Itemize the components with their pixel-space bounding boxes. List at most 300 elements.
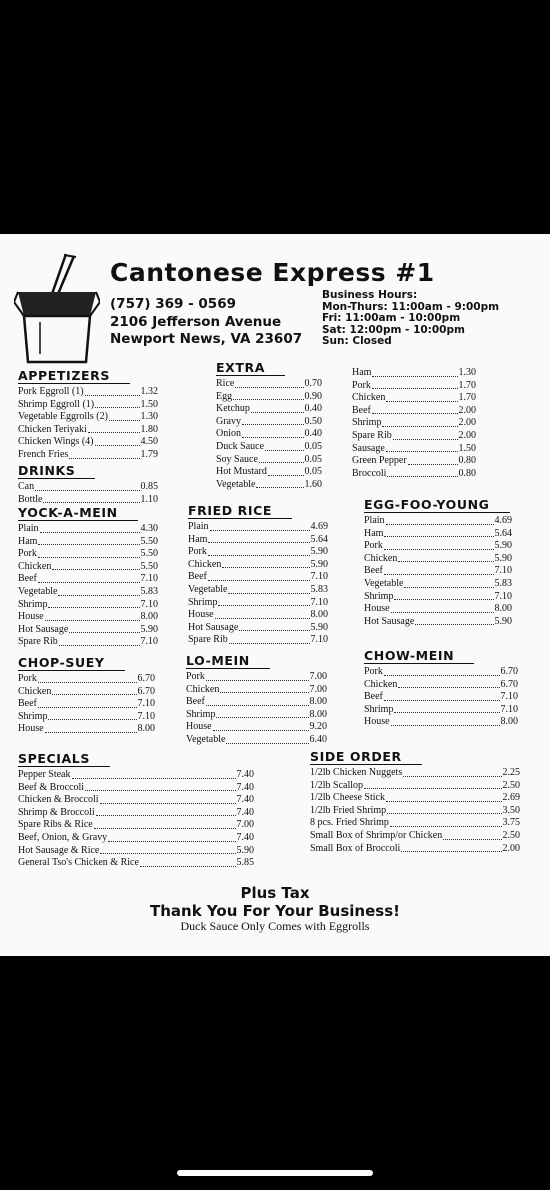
menu-item xyxy=(18,523,158,536)
menu-item-name: Beef, Onion, & Gravy xyxy=(18,831,108,843)
menu-item-name: Soy Sauce xyxy=(216,453,258,465)
menu-item-price: 1.70 xyxy=(458,379,476,391)
menu-item-price: 7.10 xyxy=(140,598,158,610)
section-title: CHOP-SUEY xyxy=(18,656,125,671)
menu-item xyxy=(18,586,158,599)
menu-item-price: 1.80 xyxy=(140,423,158,435)
dot-leader xyxy=(210,530,310,531)
menu-item-price: 7.10 xyxy=(137,710,155,722)
menu-item xyxy=(352,468,476,481)
menu-item-price: 0.40 xyxy=(304,428,322,440)
menu-item xyxy=(186,671,327,684)
street-address: 2106 Jefferson Avenue xyxy=(110,314,282,330)
menu-item-name: Gravy xyxy=(216,415,241,427)
menu-item-name: House xyxy=(18,611,44,623)
menu-item-price: 7.40 xyxy=(236,831,254,843)
menu-item xyxy=(188,609,328,622)
menu-item xyxy=(188,534,328,547)
menu-item-name: Pork xyxy=(18,548,37,560)
dot-leader xyxy=(398,687,499,688)
menu-item xyxy=(216,441,322,454)
menu-item-price: 8.00 xyxy=(494,603,512,615)
dot-leader xyxy=(140,866,236,867)
menu-item-price: 5.83 xyxy=(310,583,328,595)
section-lo-mein xyxy=(186,652,327,747)
menu-item-price: 1.30 xyxy=(458,367,476,378)
menu-item xyxy=(18,807,254,820)
menu-item-price: 7.10 xyxy=(137,698,155,710)
menu-item-price: 5.90 xyxy=(236,844,254,856)
menu-item xyxy=(310,805,520,818)
dot-leader xyxy=(382,426,457,427)
menu-item-price: 3.50 xyxy=(502,804,520,816)
menu-item-name: Chicken xyxy=(364,678,398,690)
section-chop-suey xyxy=(18,654,155,736)
menu-item-price: 5.85 xyxy=(236,857,254,869)
dot-leader xyxy=(108,841,235,842)
dot-leader xyxy=(265,450,303,451)
menu-item-name: Green Pepper xyxy=(352,455,407,467)
menu-item-name: Pepper Steak xyxy=(18,769,71,780)
menu-item-name: Pork xyxy=(364,540,383,552)
dot-leader xyxy=(88,432,140,433)
dot-leader xyxy=(35,490,139,491)
menu-item xyxy=(186,709,327,722)
menu-item xyxy=(18,673,155,686)
menu-item-name: Vegetable xyxy=(186,733,226,745)
menu-item-price: 5.90 xyxy=(494,540,512,552)
menu-item xyxy=(18,611,158,624)
dot-leader xyxy=(38,682,137,683)
menu-item-price: 7.10 xyxy=(500,691,518,703)
menu-item xyxy=(188,634,328,647)
menu-item-price: 7.10 xyxy=(494,590,512,602)
menu-item-price: 7.00 xyxy=(236,819,254,831)
menu-item xyxy=(352,380,476,393)
menu-item-price: 1.10 xyxy=(140,493,158,505)
dot-leader xyxy=(393,439,458,440)
menu-item xyxy=(216,416,322,429)
menu-item-name: Small Box of Broccoli xyxy=(310,842,401,854)
dot-leader xyxy=(386,801,502,802)
menu-item-price: 2.00 xyxy=(458,417,476,429)
menu-paper xyxy=(0,234,550,956)
menu-item xyxy=(18,686,155,699)
menu-item xyxy=(18,424,158,437)
menu-item-price: 5.50 xyxy=(140,535,158,547)
dot-leader xyxy=(384,574,494,575)
dot-leader xyxy=(364,788,501,789)
dot-leader xyxy=(208,542,309,543)
dot-leader xyxy=(218,605,309,606)
menu-item xyxy=(18,548,158,561)
menu-item xyxy=(188,546,328,559)
menu-item-name: Beef xyxy=(188,571,207,583)
home-indicator[interactable] xyxy=(177,1170,373,1176)
dot-leader xyxy=(208,555,310,556)
menu-item-name: Beef xyxy=(352,404,371,416)
phone-number: (757) 369 - 0569 xyxy=(110,296,236,312)
menu-item-price: 1.79 xyxy=(140,448,158,460)
dot-leader xyxy=(208,580,310,581)
menu-item-name: Pork xyxy=(364,666,383,677)
menu-item xyxy=(352,392,476,405)
dot-leader xyxy=(38,707,137,708)
menu-item-price: 0.05 xyxy=(304,440,322,452)
menu-item-name: Spare Rib xyxy=(352,429,392,441)
dot-leader xyxy=(403,776,501,777)
menu-item-price: 5.90 xyxy=(310,558,328,570)
menu-item-price: 4.30 xyxy=(140,523,158,534)
dot-leader xyxy=(384,549,494,550)
dot-leader xyxy=(206,680,309,681)
dot-leader xyxy=(109,420,140,421)
menu-item xyxy=(216,454,322,467)
dot-leader xyxy=(222,567,309,568)
menu-item-price: 5.50 xyxy=(140,560,158,572)
dot-leader xyxy=(85,395,140,396)
dot-leader xyxy=(401,851,501,852)
menu-item-name: Sausage xyxy=(352,442,385,454)
section-side-order xyxy=(310,748,520,855)
menu-item-name: Plain xyxy=(18,523,39,534)
menu-item-name: Egg xyxy=(216,390,233,402)
dot-leader xyxy=(69,632,139,633)
menu-item xyxy=(18,698,155,711)
menu-item xyxy=(352,367,476,380)
menu-item xyxy=(18,386,158,399)
menu-item xyxy=(216,479,322,492)
menu-item-price: 4.69 xyxy=(494,515,512,526)
dot-leader xyxy=(242,424,304,425)
menu-item-price: 0.80 xyxy=(458,455,476,467)
menu-item-name: Spare Rib xyxy=(18,636,58,648)
menu-item-price: 7.40 xyxy=(236,806,254,818)
menu-item-price: 7.10 xyxy=(500,703,518,715)
menu-item-name: Chicken xyxy=(364,552,398,564)
menu-item xyxy=(18,624,158,637)
menu-item-name: House xyxy=(188,609,214,621)
section-yock-a-mein xyxy=(18,504,158,649)
menu-item xyxy=(18,782,254,795)
menu-item-name: Ketchup xyxy=(216,403,250,415)
menu-item-price: 0.40 xyxy=(304,403,322,415)
menu-item xyxy=(18,436,158,449)
menu-item-price: 4.69 xyxy=(310,521,328,532)
dot-leader xyxy=(384,700,500,701)
dot-leader xyxy=(48,607,139,608)
menu-item xyxy=(188,559,328,572)
menu-item xyxy=(18,399,158,412)
menu-item-name: Vegetable xyxy=(188,583,228,595)
menu-item-price: 8.00 xyxy=(500,716,518,728)
menu-item-price: 0.80 xyxy=(458,467,476,479)
menu-item-name: Shrimp xyxy=(18,710,48,722)
section-title: APPETIZERS xyxy=(18,369,130,384)
menu-item xyxy=(364,565,512,578)
dot-leader xyxy=(220,692,308,693)
menu-item-name: Bottle xyxy=(18,493,43,505)
menu-item xyxy=(216,466,322,479)
menu-item-name: Small Box of Shrimp/or Chicken xyxy=(310,829,443,841)
menu-item-price: 7.10 xyxy=(140,573,158,585)
menu-item-name: Shrimp xyxy=(186,708,216,720)
dot-leader xyxy=(38,582,140,583)
dot-leader xyxy=(398,561,493,562)
menu-item-name: Spare Ribs & Rice xyxy=(18,819,93,831)
dot-leader xyxy=(216,717,308,718)
dot-leader xyxy=(372,413,458,414)
menu-item-name: 1/2lb Cheese Stick xyxy=(310,792,385,804)
menu-item-name: 1/2lb Scallop xyxy=(310,779,364,791)
menu-item-price: 5.83 xyxy=(140,585,158,597)
menu-item-price: 0.90 xyxy=(304,390,322,402)
menu-item-name: Pork xyxy=(352,379,371,391)
menu-item-price: 5.90 xyxy=(310,621,328,633)
section-appetizers xyxy=(18,367,158,462)
dot-leader xyxy=(390,826,502,827)
dot-leader xyxy=(268,475,304,476)
section-extra xyxy=(216,359,322,491)
menu-item-price: 5.83 xyxy=(494,577,512,589)
section-title: SPECIALS xyxy=(18,752,110,767)
menu-item xyxy=(18,794,254,807)
section-title: LO-MEIN xyxy=(186,654,270,669)
menu-item-price: 1.32 xyxy=(140,386,158,397)
menu-item-price: 5.90 xyxy=(310,546,328,558)
menu-item-price: 3.75 xyxy=(502,817,520,829)
menu-item-price: 2.00 xyxy=(458,429,476,441)
menu-item-price: 7.10 xyxy=(140,636,158,648)
menu-item-name: Pork xyxy=(188,546,207,558)
menu-item xyxy=(18,723,155,736)
section-title: SIDE ORDER xyxy=(310,750,422,765)
menu-item xyxy=(352,417,476,430)
menu-item-name: Beef xyxy=(18,698,37,710)
dot-leader xyxy=(256,487,303,488)
menu-item-name: Shrimp xyxy=(364,590,394,602)
menu-item-name: Hot Sausage & Rice xyxy=(18,844,100,856)
menu-item xyxy=(186,684,327,697)
menu-item-name: Hot Sausage xyxy=(188,621,239,633)
dot-leader xyxy=(387,476,457,477)
menu-item xyxy=(18,711,155,724)
dot-leader xyxy=(386,451,458,452)
menu-item-name: Hot Sausage xyxy=(364,615,415,627)
menu-item xyxy=(364,716,518,729)
menu-item xyxy=(188,597,328,610)
menu-item-price: 2.00 xyxy=(458,404,476,416)
menu-item-price: 6.40 xyxy=(309,733,327,745)
menu-item-price: 7.40 xyxy=(236,769,254,780)
menu-item-name: Vegetable xyxy=(216,478,256,490)
menu-item-price: 1.30 xyxy=(140,411,158,423)
section-chow-mein xyxy=(364,647,518,729)
hours-title: Business Hours: xyxy=(322,289,418,301)
menu-item-name: Ham xyxy=(364,527,384,539)
menu-item-name: House xyxy=(18,723,44,735)
menu-item-price: 4.50 xyxy=(140,436,158,448)
menu-item-price: 7.10 xyxy=(310,634,328,646)
menu-item-price: 0.70 xyxy=(304,378,322,389)
menu-item-name: French Fries xyxy=(18,448,69,460)
menu-item xyxy=(364,616,512,629)
menu-item xyxy=(310,817,520,830)
menu-item-price: 1.60 xyxy=(304,478,322,490)
menu-item xyxy=(18,599,158,612)
menu-item-name: Pork xyxy=(186,671,205,682)
city-address: Newport News, VA 23607 xyxy=(110,331,303,347)
menu-item xyxy=(18,636,158,649)
menu-item-price: 5.64 xyxy=(310,533,328,545)
menu-item xyxy=(18,481,158,494)
menu-item xyxy=(18,573,158,586)
menu-item-name: Ham xyxy=(18,535,38,547)
menu-item-price: 7.00 xyxy=(309,671,327,682)
dot-leader xyxy=(372,376,457,377)
dot-leader xyxy=(58,595,139,596)
menu-item xyxy=(216,428,322,441)
dot-leader xyxy=(235,387,303,388)
menu-item xyxy=(364,591,512,604)
dot-leader xyxy=(48,719,136,720)
menu-item-name: House xyxy=(186,721,212,733)
menu-item-name: Chicken xyxy=(186,683,220,695)
dot-leader xyxy=(415,624,493,625)
menu-item-price: 2.50 xyxy=(502,829,520,841)
menu-item xyxy=(364,603,512,616)
menu-item-price: 7.10 xyxy=(494,565,512,577)
menu-item xyxy=(18,561,158,574)
menu-item xyxy=(352,443,476,456)
menu-item-name: Beef xyxy=(364,691,383,703)
menu-item-name: Shrimp & Broccoli xyxy=(18,806,95,818)
dot-leader xyxy=(95,445,140,446)
menu-item xyxy=(216,378,322,391)
menu-item-price: 5.90 xyxy=(494,615,512,627)
menu-item-price: 0.05 xyxy=(304,466,322,478)
section-extra-continued xyxy=(352,367,476,480)
dot-leader xyxy=(443,839,501,840)
business-hours xyxy=(322,290,499,348)
menu-item xyxy=(186,696,327,709)
menu-item-price: 2.50 xyxy=(502,779,520,791)
menu-item-name: Shrimp xyxy=(364,703,394,715)
menu-item-price: 0.50 xyxy=(304,415,322,427)
menu-item-price: 7.10 xyxy=(310,571,328,583)
thank-you-message: Thank You For Your Business! xyxy=(150,902,400,920)
menu-item-price: 5.64 xyxy=(494,527,512,539)
section-title: FRIED RICE xyxy=(188,504,292,519)
hours-line: Sat: 12:00pm - 10:00pm xyxy=(322,323,465,336)
menu-item-name: Chicken xyxy=(352,392,386,404)
menu-item xyxy=(186,734,327,747)
menu-item-name: Shrimp xyxy=(18,598,48,610)
menu-item-name: Hot Sausage xyxy=(18,623,69,635)
menu-item-name: Plain xyxy=(188,521,209,532)
menu-item-price: 7.40 xyxy=(236,781,254,793)
menu-item-name: Chicken Teriyaki xyxy=(18,423,87,435)
menu-item-name: Chicken & Broccoli xyxy=(18,794,99,806)
dot-leader xyxy=(38,544,139,545)
menu-item-name: Chicken xyxy=(18,685,52,697)
dot-leader xyxy=(394,712,499,713)
dot-leader xyxy=(69,458,139,459)
menu-item-price: 2.00 xyxy=(502,842,520,854)
menu-item xyxy=(188,521,328,534)
menu-item-name: Chicken Wings (4) xyxy=(18,436,94,448)
menu-item-name: Shrimp xyxy=(352,417,382,429)
restaurant-name: Cantonese Express #1 xyxy=(110,258,435,287)
menu-item-price: 1.50 xyxy=(458,442,476,454)
dot-leader xyxy=(100,853,235,854)
menu-item-name: 1/2lb Chicken Nuggets xyxy=(310,767,403,778)
menu-item xyxy=(364,704,518,717)
dot-leader xyxy=(386,524,494,525)
menu-item-price: 7.10 xyxy=(310,596,328,608)
dot-leader xyxy=(226,743,308,744)
dot-leader xyxy=(213,730,309,731)
dot-leader xyxy=(391,612,494,613)
menu-item xyxy=(310,792,520,805)
menu-item xyxy=(18,832,254,845)
menu-item xyxy=(364,578,512,591)
menu-item xyxy=(364,528,512,541)
menu-item xyxy=(18,536,158,549)
menu-item-price: 2.69 xyxy=(502,792,520,804)
menu-item xyxy=(18,411,158,424)
dot-leader xyxy=(100,803,236,804)
dot-leader xyxy=(384,675,500,676)
menu-item-name: Ham xyxy=(352,367,372,378)
menu-item xyxy=(364,679,518,692)
menu-item-name: Shrimp Eggroll (1) xyxy=(18,398,95,410)
menu-item xyxy=(188,571,328,584)
section-fried-rice xyxy=(188,502,328,647)
dot-leader xyxy=(85,790,235,791)
menu-item xyxy=(364,691,518,704)
dot-leader xyxy=(228,593,309,594)
dot-leader xyxy=(372,388,458,389)
menu-item-name: Beef & Broccoli xyxy=(18,781,85,793)
menu-item xyxy=(310,843,520,856)
menu-item-price: 8.00 xyxy=(140,611,158,623)
menu-item-price: 5.90 xyxy=(494,552,512,564)
menu-item xyxy=(18,769,254,782)
menu-item-name: Rice xyxy=(216,378,235,389)
menu-item xyxy=(18,845,254,858)
menu-item-price: 2.25 xyxy=(502,767,520,778)
menu-item xyxy=(216,403,322,416)
dot-leader xyxy=(233,399,303,400)
section-title: EXTRA xyxy=(216,361,285,376)
menu-item-name: House xyxy=(364,716,390,728)
menu-item xyxy=(364,666,518,679)
dot-leader xyxy=(38,557,140,558)
section-drinks xyxy=(18,462,158,506)
dot-leader xyxy=(394,599,493,600)
menu-item-price: 0.85 xyxy=(140,481,158,492)
dot-leader xyxy=(94,828,236,829)
menu-item-name: 1/2lb Fried Shrimp xyxy=(310,804,387,816)
dot-leader xyxy=(206,705,309,706)
menu-item xyxy=(352,455,476,468)
menu-item-name: Beef xyxy=(18,573,37,585)
menu-item-price: 5.90 xyxy=(140,623,158,635)
section-specials xyxy=(18,750,254,870)
section-egg-foo-young xyxy=(364,496,512,628)
menu-item-name: Ham xyxy=(188,533,208,545)
